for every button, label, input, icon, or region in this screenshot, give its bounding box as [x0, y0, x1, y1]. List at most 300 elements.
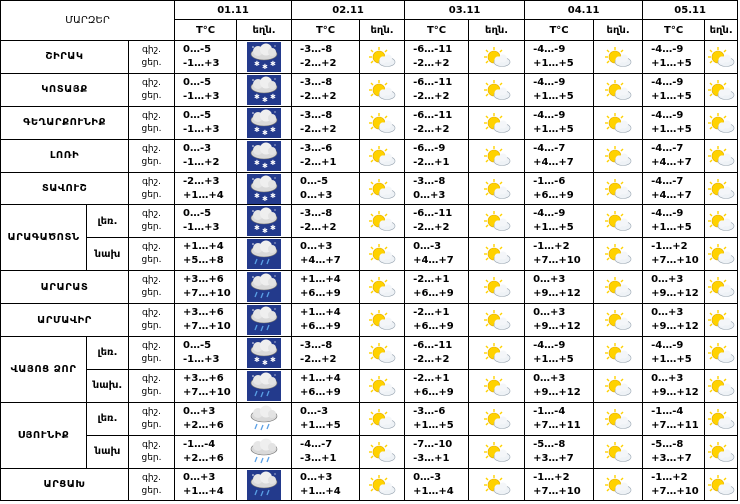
svg-text:✱: ✱ — [254, 125, 260, 134]
temperature-cell — [525, 73, 594, 106]
day-temperature: +9…+12 — [533, 386, 581, 398]
temperature-cell — [405, 435, 469, 468]
weather-header: եղն. — [237, 20, 292, 41]
night-temperature: -4…-9 — [651, 339, 684, 351]
day-temperature: -2…+2 — [300, 353, 337, 365]
period-label: ցեր. — [141, 386, 162, 397]
sun-cloud-icon — [469, 304, 525, 337]
day-temperature: +1…+4 — [413, 485, 454, 497]
day-temperature: -1…+3 — [183, 222, 220, 234]
temperature-cell — [643, 172, 705, 205]
day-temperature: -2…+2 — [300, 123, 337, 135]
sun-cloud-icon — [594, 435, 643, 468]
temperature-cell — [292, 435, 360, 468]
subregion-label: լեռ. — [87, 337, 129, 370]
temperature-cell — [405, 139, 469, 172]
day-temperature: +9…+12 — [533, 321, 581, 333]
day-temperature: +4…+7 — [651, 156, 692, 168]
period-labels — [129, 41, 175, 74]
day-temperature: +1…+4 — [300, 485, 341, 497]
night-temperature: +1…+4 — [300, 372, 341, 384]
period-labels — [129, 238, 175, 271]
period-label: ցեր. — [141, 189, 162, 200]
night-temperature: -4…-9 — [533, 43, 566, 55]
night-temperature: 0…-5 — [300, 175, 329, 187]
day-header: 03.11 — [405, 1, 525, 20]
svg-text:✱: ✱ — [262, 194, 268, 203]
day-temperature: -2…+2 — [413, 222, 450, 234]
weather-header: եղն. — [705, 20, 738, 41]
day-temperature: +7…+10 — [651, 485, 699, 497]
night-rain-icon — [237, 369, 292, 402]
sun-cloud-icon — [705, 238, 738, 271]
day-temperature: +9…+12 — [651, 288, 699, 300]
temperature-cell — [175, 435, 237, 468]
period-label: գիշ. — [142, 472, 161, 483]
svg-text:✱: ✱ — [254, 191, 260, 200]
night-temperature: -3…-6 — [300, 142, 333, 154]
temperature-cell — [525, 238, 594, 271]
period-labels — [129, 468, 175, 501]
sun-cloud-icon — [705, 139, 738, 172]
sun-cloud-icon — [469, 238, 525, 271]
night-temperature: -6…-9 — [413, 142, 446, 154]
period-label: ցեր. — [141, 353, 162, 364]
day-header: 02.11 — [292, 1, 405, 20]
night-temperature: 0…+3 — [651, 372, 684, 384]
sun-cloud-icon — [594, 238, 643, 271]
night-rain-icon — [237, 468, 292, 501]
night-rain-icon — [237, 271, 292, 304]
sun-cloud-icon — [360, 468, 405, 501]
night-snow-icon — [237, 337, 292, 370]
sun-cloud-icon — [360, 139, 405, 172]
svg-text:✱: ✱ — [270, 355, 276, 364]
day-temperature: +1…+5 — [533, 123, 574, 135]
region-name: ԿՈՏԱՅՔ — [1, 73, 129, 106]
day-temperature: +7…+10 — [183, 386, 231, 398]
night-temperature: +3…+6 — [183, 307, 224, 319]
region-name: ԱՐՑԱԽ — [1, 468, 129, 501]
temperature-cell — [292, 106, 360, 139]
temperature-cell — [643, 369, 705, 402]
day-temperature: +7…+10 — [533, 255, 581, 267]
sun-cloud-icon — [469, 337, 525, 370]
svg-text:✱: ✱ — [254, 355, 260, 364]
weather-header: եղն. — [360, 20, 405, 41]
temperature-cell — [643, 41, 705, 74]
period-label: գիշ. — [142, 77, 161, 88]
svg-text:✱: ✱ — [270, 191, 276, 200]
svg-text:✱: ✱ — [254, 92, 260, 101]
weather-header: եղն. — [594, 20, 643, 41]
day-temperature: +1…+5 — [300, 419, 341, 431]
night-temperature: 0…+3 — [651, 274, 684, 286]
day-temperature: +1…+5 — [651, 90, 692, 102]
day-temperature: +1…+5 — [651, 222, 692, 234]
night-temperature: +3…+6 — [183, 274, 224, 286]
svg-text:✱: ✱ — [270, 125, 276, 134]
night-snow-icon — [237, 106, 292, 139]
night-temperature: -4…-9 — [651, 43, 684, 55]
svg-text:✱: ✱ — [262, 161, 268, 170]
temperature-cell — [525, 402, 594, 435]
sun-cloud-icon — [594, 106, 643, 139]
night-temperature: -6…-11 — [413, 208, 453, 220]
temp-header: T°C — [525, 20, 594, 41]
day-temperature: +6…+9 — [413, 386, 454, 398]
sun-cloud-icon — [469, 402, 525, 435]
sun-cloud-icon — [360, 205, 405, 238]
weather-header: եղն. — [469, 20, 525, 41]
day-temperature: +7…+10 — [533, 485, 581, 497]
period-label: ցեր. — [141, 123, 162, 134]
sun-cloud-icon — [360, 41, 405, 74]
sun-cloud-icon — [469, 369, 525, 402]
night-temperature: -2…+3 — [183, 175, 220, 187]
temperature-cell — [175, 106, 237, 139]
temperature-cell — [292, 369, 360, 402]
temperature-cell — [292, 41, 360, 74]
sun-cloud-icon — [594, 271, 643, 304]
region-name: ՎԱՅՈՑ ՁՈՐ — [1, 337, 87, 403]
night-temperature: -1…+2 — [651, 471, 688, 483]
period-label: գիշ. — [142, 44, 161, 55]
period-label: գիշ. — [142, 143, 161, 154]
region-name: ՏԱՎՈՒՇ — [1, 172, 129, 205]
svg-text:✱: ✱ — [262, 128, 268, 137]
day-temperature: -1…+3 — [183, 353, 220, 365]
period-labels — [129, 402, 175, 435]
sun-cloud-icon — [594, 172, 643, 205]
day-temperature: -2…+2 — [300, 57, 337, 69]
night-temperature: 0…+3 — [533, 274, 566, 286]
night-temperature: -4…-7 — [651, 175, 684, 187]
day-temperature: +1…+5 — [533, 90, 574, 102]
day-temperature: +1…+4 — [183, 485, 224, 497]
temperature-cell — [292, 468, 360, 501]
night-temperature: 0…-5 — [183, 339, 212, 351]
day-temperature: +2…+6 — [183, 419, 224, 431]
temperature-cell — [643, 73, 705, 106]
day-temperature: +9…+12 — [651, 321, 699, 333]
night-temperature: 0…-5 — [183, 208, 212, 220]
night-temperature: -4…-9 — [533, 339, 566, 351]
sun-cloud-icon — [469, 172, 525, 205]
period-label: գիշ. — [142, 406, 161, 417]
night-temperature: -1…+2 — [651, 241, 688, 253]
day-temperature: +4…+7 — [533, 156, 574, 168]
period-label: ցեր. — [141, 485, 162, 496]
day-temperature: +1…+5 — [651, 123, 692, 135]
sun-cloud-icon — [705, 304, 738, 337]
night-snow-icon — [237, 172, 292, 205]
sun-cloud-icon — [469, 205, 525, 238]
night-temperature: -3…-8 — [300, 76, 333, 88]
day-temperature: +6…+9 — [413, 321, 454, 333]
day-temperature: +4…+7 — [651, 189, 692, 201]
table-row — [1, 41, 738, 74]
subregion-label: նախ — [87, 238, 129, 271]
period-label: գիշ. — [142, 209, 161, 220]
svg-text:✱: ✱ — [262, 358, 268, 367]
night-temperature: 0…-5 — [183, 43, 212, 55]
day-temperature: -3…+1 — [300, 452, 337, 464]
temp-header: T°C — [405, 20, 469, 41]
sun-cloud-icon — [594, 468, 643, 501]
sun-cloud-icon — [360, 304, 405, 337]
day-temperature: +6…+9 — [300, 386, 341, 398]
table-row — [1, 106, 738, 139]
period-label: ցեր. — [141, 90, 162, 101]
night-temperature: -2…+1 — [413, 274, 450, 286]
temperature-cell — [175, 172, 237, 205]
period-labels — [129, 304, 175, 337]
forecast-rows — [1, 41, 738, 501]
sun-cloud-icon — [469, 435, 525, 468]
temperature-cell — [525, 337, 594, 370]
period-label: գիշ. — [142, 176, 161, 187]
sun-cloud-icon — [360, 369, 405, 402]
night-temperature: -3…-6 — [413, 405, 446, 417]
sun-cloud-icon — [360, 172, 405, 205]
day-temperature: +1…+5 — [533, 353, 574, 365]
sun-cloud-icon — [594, 205, 643, 238]
period-label: ցեր. — [141, 222, 162, 233]
period-labels — [129, 435, 175, 468]
temperature-cell — [405, 304, 469, 337]
day-temperature: +9…+12 — [533, 288, 581, 300]
temperature-cell — [292, 205, 360, 238]
period-label: ցեր. — [141, 419, 162, 430]
day-temperature: +9…+12 — [651, 386, 699, 398]
night-rain-icon — [237, 238, 292, 271]
temperature-cell — [525, 172, 594, 205]
night-temperature: -4…-9 — [533, 109, 566, 121]
night-snow-icon — [237, 41, 292, 74]
day-temperature: -1…+3 — [183, 123, 220, 135]
night-temperature: -4…-7 — [300, 438, 333, 450]
night-temperature: 0…-3 — [413, 471, 442, 483]
region-name: ՍՅՈՒՆԻՔ — [1, 402, 87, 468]
region-name: ՇԻՐԱԿ — [1, 41, 129, 74]
sun-cloud-icon — [469, 106, 525, 139]
table-row — [1, 337, 738, 370]
night-temperature: 0…-5 — [183, 109, 212, 121]
temperature-cell — [643, 205, 705, 238]
day-temperature: +6…+9 — [413, 288, 454, 300]
day-temperature: +1…+5 — [651, 57, 692, 69]
sun-cloud-icon — [594, 402, 643, 435]
day-temperature: -1…+3 — [183, 57, 220, 69]
temperature-cell — [175, 205, 237, 238]
day-temperature: +4…+7 — [413, 255, 454, 267]
temperature-cell — [405, 271, 469, 304]
table-row — [1, 402, 738, 435]
temp-header: T°C — [292, 20, 360, 41]
temperature-cell — [175, 271, 237, 304]
sun-cloud-icon — [705, 468, 738, 501]
sun-cloud-icon — [705, 402, 738, 435]
night-temperature: -4…-9 — [651, 76, 684, 88]
sun-cloud-icon — [360, 106, 405, 139]
temperature-cell — [525, 106, 594, 139]
temperature-cell — [643, 304, 705, 337]
period-label: գիշ. — [142, 340, 161, 351]
sun-cloud-icon — [705, 435, 738, 468]
day-temperature: -1…+3 — [183, 90, 220, 102]
sun-cloud-icon — [705, 106, 738, 139]
night-temperature: 0…+3 — [183, 471, 216, 483]
temperature-cell — [405, 73, 469, 106]
temperature-cell — [525, 468, 594, 501]
day-rain-icon — [237, 435, 292, 468]
temperature-cell — [175, 41, 237, 74]
period-label: գիշ. — [142, 439, 161, 450]
period-labels — [129, 73, 175, 106]
day-temperature: -2…+2 — [413, 353, 450, 365]
temperature-cell — [175, 337, 237, 370]
temperature-cell — [175, 402, 237, 435]
sun-cloud-icon — [705, 73, 738, 106]
day-temperature: -2…+2 — [300, 222, 337, 234]
day-temperature: +7…+11 — [533, 419, 581, 431]
sun-cloud-icon — [594, 139, 643, 172]
region-name: ԼՈՌԻ — [1, 139, 129, 172]
table-row — [1, 205, 738, 238]
day-temperature: +7…+10 — [183, 321, 231, 333]
temperature-cell — [525, 205, 594, 238]
night-temperature: -3…-8 — [300, 339, 333, 351]
temperature-cell — [643, 238, 705, 271]
night-temperature: -1…+2 — [533, 241, 570, 253]
temperature-cell — [405, 337, 469, 370]
subregion-label: նախ. — [87, 369, 129, 402]
period-labels — [129, 271, 175, 304]
table-row — [1, 304, 738, 337]
svg-text:✱: ✱ — [262, 95, 268, 104]
day-temperature: +4…+7 — [300, 255, 341, 267]
sun-cloud-icon — [705, 271, 738, 304]
night-temperature: +1…+4 — [300, 307, 341, 319]
sun-cloud-icon — [705, 172, 738, 205]
temperature-cell — [525, 369, 594, 402]
sun-cloud-icon — [360, 271, 405, 304]
temperature-cell — [405, 238, 469, 271]
subregion-label: լեռ. — [87, 205, 129, 238]
night-temperature: 0…+3 — [651, 307, 684, 319]
night-temperature: -6…-11 — [413, 76, 453, 88]
sun-cloud-icon — [360, 73, 405, 106]
table-row — [1, 238, 738, 271]
night-temperature: -5…-8 — [533, 438, 566, 450]
night-temperature: -4…-7 — [651, 142, 684, 154]
subregion-label: լեռ. — [87, 402, 129, 435]
temperature-cell — [175, 304, 237, 337]
svg-text:✱: ✱ — [254, 224, 260, 233]
table-row — [1, 435, 738, 468]
day-temperature: +1…+5 — [413, 419, 454, 431]
svg-text:✱: ✱ — [270, 224, 276, 233]
day-temperature: 0…+3 — [300, 189, 333, 201]
night-temperature: 0…+3 — [183, 405, 216, 417]
night-temperature: -1…-4 — [651, 405, 684, 417]
temperature-cell — [175, 468, 237, 501]
period-labels — [129, 172, 175, 205]
night-temperature: -6…-11 — [413, 339, 453, 351]
table-row — [1, 139, 738, 172]
night-temperature: +3…+6 — [183, 372, 224, 384]
night-temperature: -4…-7 — [533, 142, 566, 154]
temperature-cell — [643, 106, 705, 139]
night-temperature: -1…+2 — [533, 471, 570, 483]
sun-cloud-icon — [594, 369, 643, 402]
temperature-cell — [643, 139, 705, 172]
day-temperature: +6…+9 — [533, 189, 574, 201]
temperature-cell — [525, 304, 594, 337]
temperature-cell — [405, 205, 469, 238]
temperature-cell — [643, 337, 705, 370]
night-temperature: 0…-3 — [183, 142, 212, 154]
period-labels — [129, 337, 175, 370]
sun-cloud-icon — [469, 73, 525, 106]
period-label: ցեր. — [141, 288, 162, 299]
temperature-cell — [405, 41, 469, 74]
svg-text:✱: ✱ — [262, 62, 268, 71]
day-temperature: +7…+11 — [651, 419, 699, 431]
day-temperature: -2…+2 — [413, 123, 450, 135]
svg-text:✱: ✱ — [262, 227, 268, 236]
temperature-cell — [525, 139, 594, 172]
temperature-cell — [175, 238, 237, 271]
night-temperature: 0…-3 — [413, 241, 442, 253]
night-temperature: -6…-11 — [413, 43, 453, 55]
night-rain-icon — [237, 304, 292, 337]
day-temperature: +7…+10 — [651, 255, 699, 267]
table-row — [1, 468, 738, 501]
day-temperature: -2…+1 — [413, 156, 450, 168]
period-label: ցեր. — [141, 57, 162, 68]
sun-cloud-icon — [469, 41, 525, 74]
day-temperature: +1…+4 — [183, 189, 224, 201]
day-temperature: +6…+9 — [300, 321, 341, 333]
sun-cloud-icon — [594, 41, 643, 74]
period-label: ցեր. — [141, 156, 162, 167]
night-temperature: -3…-8 — [300, 43, 333, 55]
sun-cloud-icon — [360, 435, 405, 468]
temperature-cell — [643, 468, 705, 501]
night-temperature: -6…-11 — [413, 109, 453, 121]
day-rain-icon — [237, 402, 292, 435]
sun-cloud-icon — [469, 139, 525, 172]
night-temperature: 0…+3 — [533, 307, 566, 319]
day-temperature: -2…+2 — [300, 90, 337, 102]
night-temperature: -3…-8 — [300, 109, 333, 121]
night-temperature: -1…-4 — [533, 405, 566, 417]
temperature-cell — [405, 468, 469, 501]
night-snow-icon — [237, 73, 292, 106]
night-temperature: -2…+1 — [413, 372, 450, 384]
svg-text:✱: ✱ — [254, 158, 260, 167]
day-temperature: +3…+7 — [533, 452, 574, 464]
sun-cloud-icon — [705, 205, 738, 238]
night-temperature: -1…-6 — [533, 175, 566, 187]
night-temperature: 0…-5 — [183, 76, 212, 88]
region-name: ԱՐԱԳԱԾՈՏՆ — [1, 205, 87, 271]
temperature-cell — [525, 41, 594, 74]
day-temperature: 0…+3 — [413, 189, 446, 201]
night-temperature: -4…-9 — [533, 208, 566, 220]
